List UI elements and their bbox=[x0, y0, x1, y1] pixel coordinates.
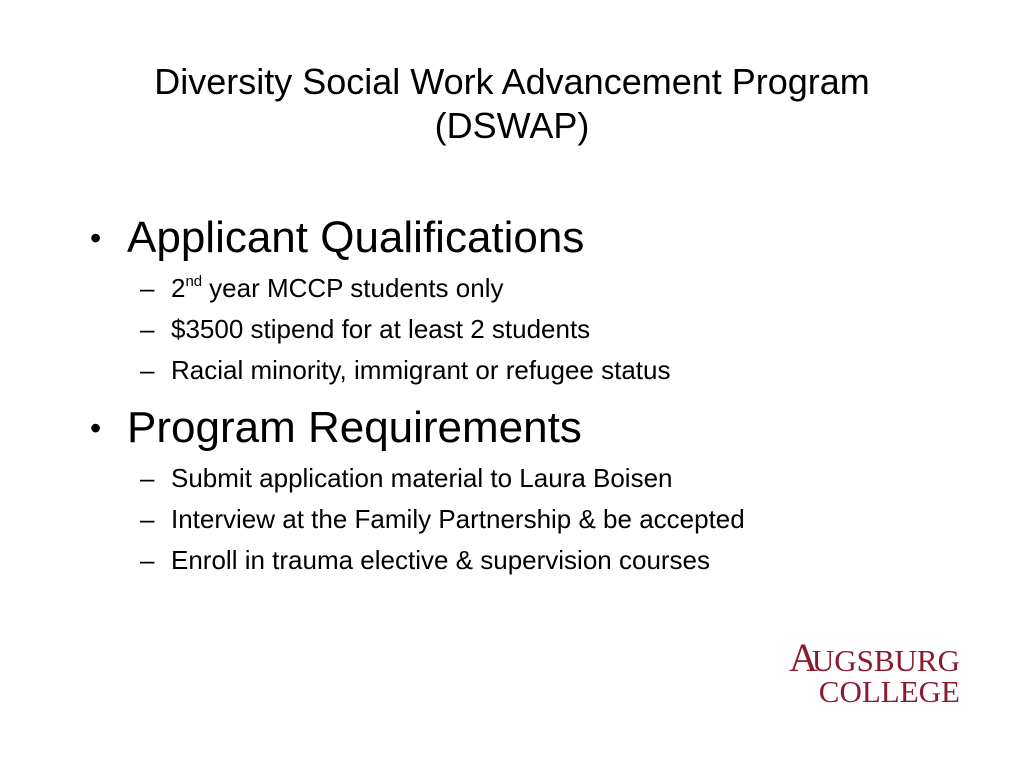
requirements-list bbox=[90, 458, 950, 581]
dash-icon: – bbox=[140, 504, 155, 534]
list-item-text: $3500 stipend for at least 2 students bbox=[171, 314, 591, 344]
ordinal-suffix: nd bbox=[185, 273, 203, 290]
logo-line-1 bbox=[770, 635, 960, 680]
list-item bbox=[90, 350, 950, 391]
section-applicant-qualifications bbox=[90, 212, 950, 391]
logo-initial: A bbox=[788, 635, 812, 680]
section-heading-text: Program Requirements bbox=[127, 403, 582, 452]
bullet-icon: • bbox=[90, 410, 102, 446]
title-line-2: (DSWAP) bbox=[434, 105, 590, 146]
list-item bbox=[90, 309, 950, 350]
dash-icon: – bbox=[140, 463, 155, 493]
section-heading bbox=[90, 212, 950, 264]
logo-line-1-rest: UGSBURG bbox=[811, 643, 960, 678]
dash-icon: – bbox=[140, 355, 155, 385]
list-item-text: Racial minority, immigrant or refugee status bbox=[171, 355, 671, 385]
list-item-text: Enroll in trauma elective & supervision courses bbox=[171, 545, 711, 575]
dash-icon: – bbox=[140, 545, 155, 575]
title-line-1: Diversity Social Work Advancement Program bbox=[154, 61, 870, 102]
section-heading-text: Applicant Qualifications bbox=[127, 213, 585, 262]
list-item bbox=[90, 540, 950, 581]
list-item-text: Interview at the Family Partnership & be accepted bbox=[171, 504, 745, 534]
bullet-icon: • bbox=[90, 220, 102, 256]
list-item bbox=[90, 499, 950, 540]
dash-icon: – bbox=[140, 273, 155, 303]
ordinal-number: 2 bbox=[171, 273, 186, 303]
qualifications-list bbox=[90, 268, 950, 391]
list-item-text: year MCCP students only bbox=[209, 273, 504, 303]
list-item bbox=[90, 458, 950, 499]
logo-line-2: COLLEGE bbox=[818, 674, 960, 709]
list-item-text: Submit application material to Laura Boisen bbox=[171, 463, 673, 493]
augsburg-college-logo bbox=[770, 635, 960, 709]
list-item bbox=[90, 268, 950, 309]
slide-title bbox=[60, 60, 964, 148]
section-program-requirements bbox=[90, 402, 950, 581]
dash-icon: – bbox=[140, 314, 155, 344]
section-heading bbox=[90, 402, 950, 454]
